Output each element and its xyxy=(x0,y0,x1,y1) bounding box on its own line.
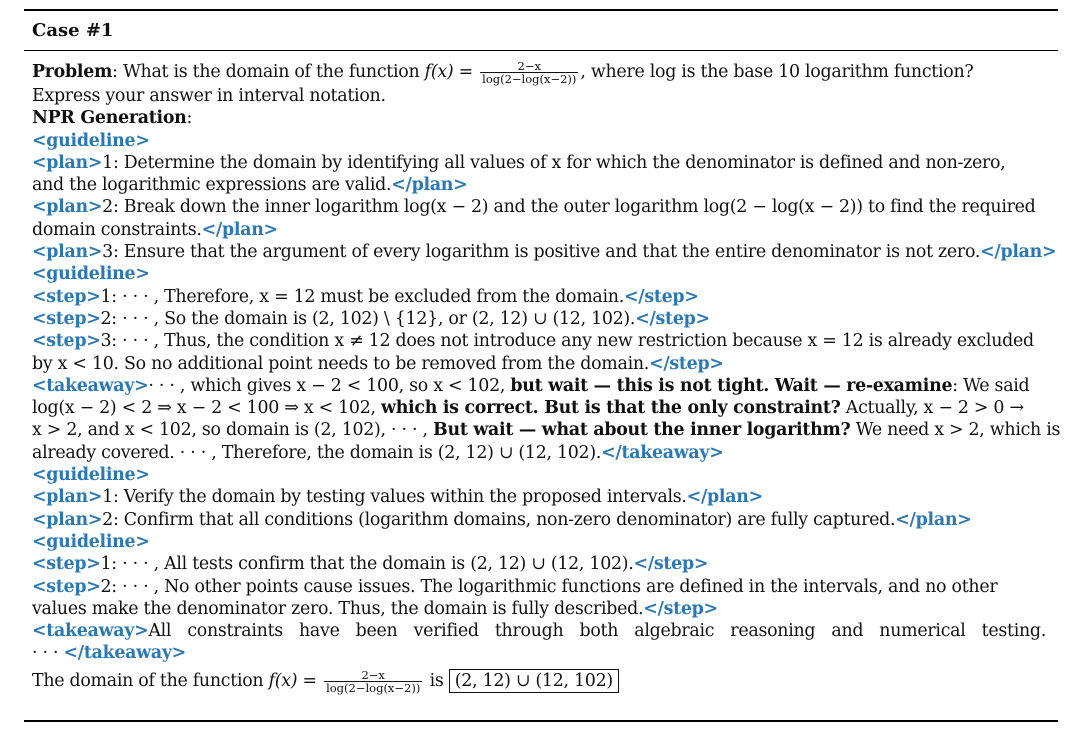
generation-colon: : xyxy=(186,108,193,129)
takeaway-open-tag: <takeaway> xyxy=(32,621,149,642)
fraction-numerator: 2−x xyxy=(517,59,541,73)
takeaway-line xyxy=(32,642,1046,664)
final-fraction xyxy=(324,669,422,694)
step-line xyxy=(32,286,1046,308)
generation-label: NPR Generation xyxy=(32,108,187,129)
step-open-tag: <step> xyxy=(32,554,101,575)
case-content xyxy=(32,59,1061,695)
plan-line xyxy=(32,219,1046,241)
takeaway-text: We need x > 2, which is xyxy=(850,420,1061,441)
plan-line xyxy=(32,174,1046,196)
takeaway-text: All constraints have been verified through both algebraic reasoning and numerical testing. xyxy=(148,621,1046,642)
problem-text: : What is the domain of the function xyxy=(112,62,425,82)
boxed-answer: (2, 12) ∪ (12, 102) xyxy=(449,669,619,693)
problem-function: f(x) = xyxy=(424,62,473,82)
takeaway-line xyxy=(32,442,1046,464)
takeaway-line xyxy=(32,397,1046,419)
guideline-tag: <guideline> xyxy=(32,465,150,486)
takeaway-text: · · · xyxy=(32,643,64,664)
plan-text: domain constraints. xyxy=(32,219,202,240)
takeaway-open-tag: <takeaway> xyxy=(32,375,149,396)
final-answer-line xyxy=(32,669,1046,694)
problem-fraction xyxy=(480,60,578,85)
plan-text: 1: Determine the domain by identifying all values of x for which the denominator is defined and non-zero, xyxy=(102,152,1006,173)
plan-text: and the logarithmic expressions are valid. xyxy=(32,175,392,196)
step-block xyxy=(32,576,1046,621)
takeaway-emphasis: which is correct. But is that the only constraint? xyxy=(381,398,841,419)
final-text: is xyxy=(424,670,449,691)
problem-label: Problem xyxy=(32,62,113,82)
step-text: 1: · · · , Therefore, x = 12 must be excluded from the domain. xyxy=(100,286,624,307)
plan-open-tag: <plan> xyxy=(32,509,103,530)
step-close-tag: </step> xyxy=(649,353,724,374)
problem-line-1 xyxy=(32,60,1046,85)
step-open-tag: <step> xyxy=(32,286,101,307)
step-line xyxy=(32,330,1046,352)
step-open-tag: <step> xyxy=(32,308,101,329)
generation-heading xyxy=(32,107,1046,129)
step-text: by x < 10. So no additional point needs to be removed from the domain. xyxy=(32,353,650,374)
plan-close-tag: </plan> xyxy=(201,219,278,240)
takeaway-close-tag: </takeaway> xyxy=(601,442,724,463)
takeaway-text: : We said xyxy=(952,375,1030,396)
plan-text: 3: Ensure that the argument of every logarithm is positive and that the entire denominator is not zero. xyxy=(102,242,981,263)
plan-line xyxy=(32,486,1046,508)
fraction-denominator: log(2−log(x−2)) xyxy=(326,680,421,695)
takeaway-text: Actually, x − 2 > 0 → xyxy=(840,398,1024,419)
guideline-tag: <guideline> xyxy=(32,264,150,285)
plan-line xyxy=(32,241,1057,263)
plan-text: 2: Confirm that all conditions (logarithm domains, non-zero denominator) are fully captured. xyxy=(102,509,896,530)
plan-open-tag: <plan> xyxy=(32,197,103,218)
step-open-tag: <step> xyxy=(32,576,101,597)
step-text: 1: · · · , All tests confirm that the domain is (2, 12) ∪ (12, 102). xyxy=(100,554,634,575)
guideline-tag: <guideline> xyxy=(32,531,150,552)
plan-line xyxy=(32,509,1046,531)
takeaway-emphasis: But wait — what about the inner logarithm? xyxy=(433,420,851,441)
step-line xyxy=(32,553,1046,575)
takeaway-block xyxy=(32,620,1046,665)
takeaway-close-tag: </takeaway> xyxy=(63,643,186,664)
plan-line xyxy=(32,152,1046,174)
step-text: 2: · · · , So the domain is (2, 102) \ {12}, or (2, 12) ∪ (12, 102). xyxy=(100,308,636,329)
takeaway-text: x > 2, and x < 102, so domain is (2, 102), · · · , xyxy=(32,420,434,441)
plan-block xyxy=(32,241,1057,263)
header-rule xyxy=(24,50,1058,51)
step-close-tag: </step> xyxy=(635,308,710,329)
step-line xyxy=(32,308,1046,330)
bottom-rule xyxy=(24,720,1058,722)
plan-close-tag: </plan> xyxy=(391,175,468,196)
final-text: The domain of the function xyxy=(32,670,269,691)
plan-open-tag: <plan> xyxy=(32,242,103,263)
takeaway-line xyxy=(32,419,1061,441)
plan-block xyxy=(32,152,1046,197)
plan-close-tag: </plan> xyxy=(686,487,763,508)
top-rule xyxy=(24,9,1058,11)
case-title: Case #1 xyxy=(32,20,114,41)
takeaway-line xyxy=(32,375,1046,397)
plan-text: 2: Break down the inner logarithm log(x − 2) and the outer logarithm log(2 − log(x − 2)) to find the required xyxy=(102,197,1036,218)
problem-text-after: , where log is the base 10 logarithm function? xyxy=(580,62,974,82)
takeaway-text: log(x − 2) < 2 ⇒ x − 2 < 100 ⇒ x < 102, xyxy=(32,398,381,419)
takeaway-text: · · · , which gives x − 2 < 100, so x < 102, xyxy=(148,375,511,396)
plan-close-tag: </plan> xyxy=(895,509,972,530)
step-open-tag: <step> xyxy=(32,331,101,352)
takeaway-text: already covered. · · · , Therefore, the domain is (2, 12) ∪ (12, 102). xyxy=(32,442,602,463)
step-close-tag: </step> xyxy=(643,598,718,619)
takeaway-block xyxy=(32,375,1061,464)
step-close-tag: </step> xyxy=(633,554,709,575)
plan-open-tag: <plan> xyxy=(32,152,103,173)
step-block xyxy=(32,330,1046,375)
final-function: f(x) = xyxy=(268,670,317,691)
plan-close-tag: </plan> xyxy=(980,242,1057,263)
step-line xyxy=(32,598,1046,620)
step-text: 3: · · · , Thus, the condition x ≠ 12 does not introduce any new restriction because x = 12 is already excluded xyxy=(100,331,1034,352)
step-line xyxy=(32,576,1046,598)
fraction-denominator: log(2−log(x−2)) xyxy=(482,72,577,86)
plan-block xyxy=(32,196,1046,241)
fraction-numerator: 2−x xyxy=(361,667,385,682)
step-close-tag: </step> xyxy=(623,286,699,307)
plan-open-tag: <plan> xyxy=(32,487,103,508)
step-text: values make the denominator zero. Thus, the domain is fully described. xyxy=(32,598,644,619)
takeaway-line xyxy=(32,620,1046,642)
problem-line-2: Express your answer in interval notation. xyxy=(32,86,386,106)
step-line xyxy=(32,353,1046,375)
takeaway-emphasis: but wait — this is not tight. Wait — re-examine xyxy=(510,375,953,396)
plan-text: 1: Verify the domain by testing values within the proposed intervals. xyxy=(102,487,687,508)
guideline-tag: <guideline> xyxy=(32,130,150,151)
plan-line xyxy=(32,196,1046,218)
step-text: 2: · · · , No other points cause issues. The logarithmic functions are defined in the intervals, and no other xyxy=(100,576,998,597)
